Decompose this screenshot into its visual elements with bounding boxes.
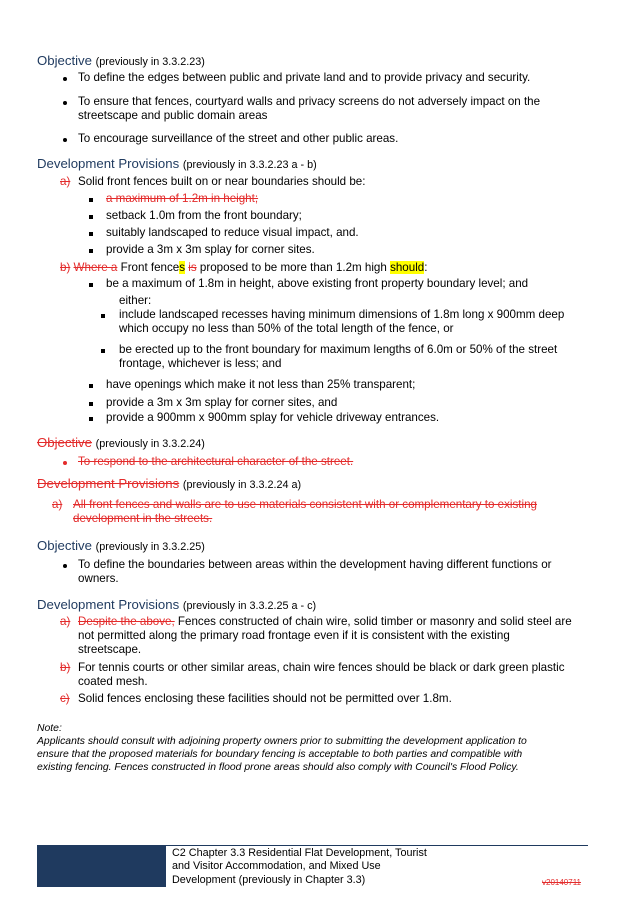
square-bullet — [89, 198, 93, 202]
development-provisions-heading-deleted: Development Provisions (previously in 3.3.2.24 a) — [37, 476, 302, 491]
square-bullet — [89, 249, 93, 253]
footer-rule — [166, 845, 588, 846]
provision-a: Despite the above, Fences constructed of chain wire, solid timber or masonry and solid steel are — [78, 615, 572, 628]
list-item-continuation: owners. — [78, 572, 119, 585]
deleted-item-continuation: development in the streets. — [73, 512, 213, 525]
provision-b: For tennis courts or other similar areas, chain wire fences should be black or dark green plastic — [78, 661, 565, 674]
footer-title: C2 Chapter 3.3 Residential Flat Development, Tourist and Visitor Accommodation, and Mixed Use Development (previously in Chapter 3.3) — [172, 847, 427, 886]
list-item: setback 1.0m from the front boundary; — [106, 209, 302, 222]
list-marker: a) — [52, 498, 63, 511]
list-item: be a maximum of 1.8m in height, above existing front property boundary level; and — [106, 277, 529, 290]
provision-a: Solid front fences built on or near boundaries should be: — [78, 175, 366, 188]
deleted-item: All front fences and walls are to use materials consistent with or complementary to existing — [73, 498, 537, 511]
objective-heading-1: Objective (previously in 3.3.2.23) — [37, 53, 205, 68]
list-item: provide a 3m x 3m splay for corner sites. — [106, 243, 315, 256]
square-bullet — [101, 349, 105, 353]
list-item: To encourage surveillance of the street and other public areas. — [78, 132, 399, 145]
bullet — [63, 461, 67, 465]
list-marker: c) — [60, 692, 70, 705]
provision-b: b) Where a Front fences is proposed to be more than 1.2m high should: — [60, 261, 428, 274]
objective-heading-deleted: Objective (previously in 3.3.2.24) — [37, 435, 205, 450]
bullet — [63, 138, 67, 142]
note-text: existing fencing. Fences constructed in flood prone areas should also comply with Council's Flood Policy. — [37, 762, 519, 773]
note-text: ensure that the proposed materials for boundary fencing is acceptable to both parties and compatible with — [37, 749, 523, 760]
list-item: provide a 900mm x 900mm splay for vehicle driveway entrances. — [106, 411, 440, 424]
version-stamp: v20140711 — [542, 878, 581, 887]
list-item: provide a 3m x 3m splay for corner sites, and — [106, 396, 338, 409]
provision-c: Solid fences enclosing these facilities should not be permitted over 1.8m. — [78, 692, 452, 705]
list-item-continuation: streetscape and public domain areas — [78, 109, 268, 122]
provision-a-continuation: not permitted along the primary road frontage even if it is consistent with the existing — [78, 629, 510, 642]
deleted-item: To respond to the architectural character of the street. — [78, 455, 354, 468]
either-label: either: — [119, 294, 152, 307]
square-bullet — [89, 402, 93, 406]
square-bullet — [101, 314, 105, 318]
square-bullet — [89, 215, 93, 219]
bullet — [63, 564, 67, 568]
square-bullet — [89, 384, 93, 388]
provision-a-continuation: streetscape. — [78, 643, 142, 656]
deleted-item: a maximum of 1.2m in height; — [106, 192, 259, 205]
list-marker: a) — [60, 615, 71, 628]
square-bullet — [89, 232, 93, 236]
note-text: Applicants should consult with adjoining property owners prior to submitting the development application to — [37, 736, 527, 747]
development-provisions-heading-2: Development Provisions (previously in 3.3.2.25 a - c) — [37, 597, 317, 612]
list-item: suitably landscaped to reduce visual impact, and. — [106, 226, 359, 239]
square-bullet — [89, 283, 93, 287]
bullet — [63, 77, 67, 81]
list-item: include landscaped recesses having minimum dimensions of 1.8m long x 900mm deep — [119, 308, 565, 321]
list-item: To ensure that fences, courtyard walls and privacy screens do not adversely impact on the — [78, 95, 541, 108]
development-provisions-heading-1: Development Provisions (previously in 3.3.2.23 a - b) — [37, 156, 317, 171]
provision-b-continuation: coated mesh. — [78, 675, 148, 688]
square-bullet — [89, 417, 93, 421]
list-item-continuation: frontage, whichever is less; and — [119, 357, 282, 370]
bullet — [63, 101, 67, 105]
list-marker: b) — [60, 661, 71, 674]
footer-block — [37, 845, 166, 887]
list-marker: a) — [60, 175, 71, 188]
list-item: To define the edges between public and private land and to provide privacy and security. — [78, 71, 531, 84]
objective-heading-2: Objective (previously in 3.3.2.25) — [37, 538, 205, 553]
note-label: Note: — [37, 723, 62, 734]
list-item: To define the boundaries between areas within the development having different functions or — [78, 558, 552, 571]
list-item: be erected up to the front boundary for maximum lengths of 6.0m or 50% of the street — [119, 343, 558, 356]
list-item-continuation: which occupy no less than 50% of the total length of the fence, or — [119, 322, 454, 335]
list-item: have openings which make it not less than 25% transparent; — [106, 378, 416, 391]
